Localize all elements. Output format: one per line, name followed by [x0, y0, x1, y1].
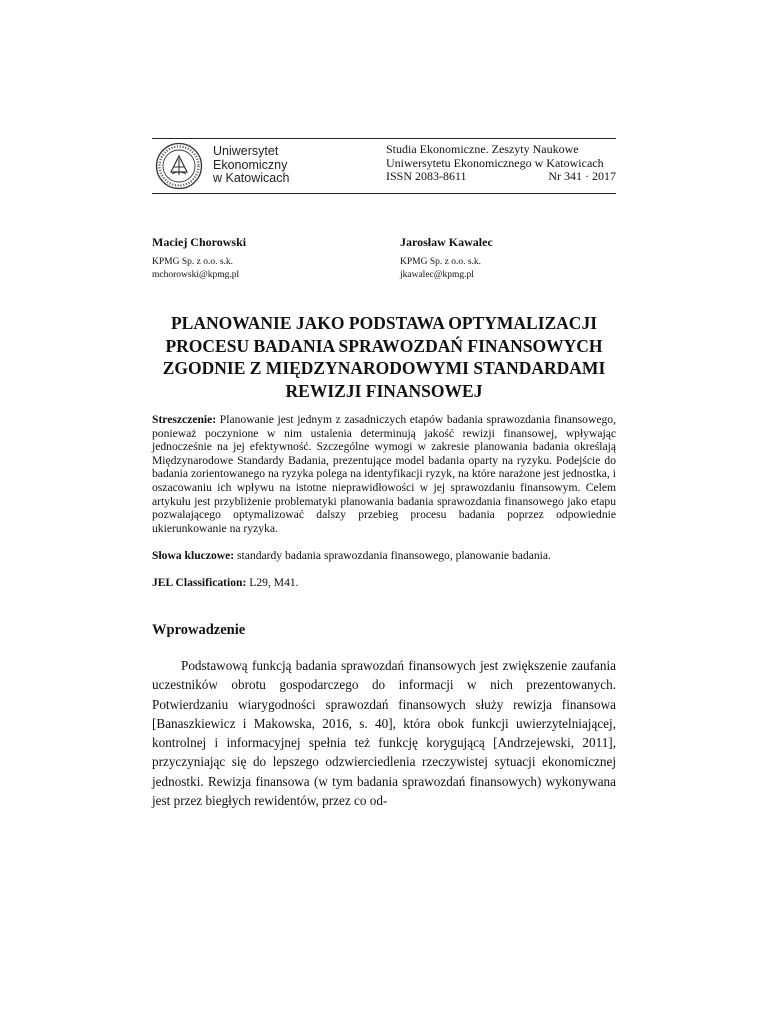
keywords-label: Słowa kluczowe:: [152, 549, 235, 562]
journal-issn: ISSN 2083-8611: [386, 169, 467, 183]
article-title-line: PROCESU BADANIA SPRAWOZDAŃ FINANSOWYCH: [165, 335, 603, 356]
university-name-line: w Katowicach: [213, 171, 290, 185]
abstract: [152, 413, 616, 535]
author-name: Maciej Chorowski: [152, 235, 247, 249]
author-block: [152, 235, 246, 282]
article-title-line: ZGODNIE Z MIĘDZYNARODOWYMI STANDARDAMI: [162, 358, 606, 378]
body-text: [152, 656, 616, 810]
author-affiliation: KPMG Sp. z o.o. s.k.: [400, 257, 482, 267]
author-name: Jarosław Kawalec: [400, 235, 493, 249]
jel-label: JEL Classification:: [152, 576, 247, 589]
abstract-text: Planowanie jest jednym z zasadniczych etapów badania sprawozdania finansowego, ponieważ poczynione w nim ustalenia determinują jakość rewizji finansowej, wpływając jednocześnie na jej efektywność. Szczególne wymogi w zakresie planowania badania określają Międzynarodowe Standardy Badania, prezentujące model badania oparty na ryzyku. Podejście do badania zorientowanego na ryzyka polega na identyfikacji ryzyk, na które narażone jest jednostka, i oszacowaniu ich wpływu na istotne nieprawidłowości w jej sprawozdaniu finansowym. Celem artykułu jest przybliżenie problematyki planowania badania sprawozdania finansowego jako etapu pozwalającego optymalizować dalszy przebieg procesu badania poprzez odpowiednie ukierunkowanie na ryzyka.: [152, 413, 616, 535]
journal-issue-number: Nr 341 · 2017: [548, 169, 616, 183]
author-email: mchorowski@kpmg.pl: [152, 270, 240, 280]
article-title-line: PLANOWANIE JAKO PODSTAWA OPTYMALIZACJI: [170, 313, 598, 333]
university-name-line: Ekonomiczny: [213, 157, 288, 172]
body-paragraph: Podstawową funkcją badania sprawozdań finansowych jest zwiększenie zaufania uczestników obrotu gospodarczego do informacji w nich prezentowanych. Potwierdzaniu wiarygodności sprawozdań finansowych służy rewizja finansowa [Banaszkiewicz i Makowska, 2016, s. 40], która obok funkcji uwierzytelniającej, kontrolnej i informacyjnej spełnia też funkcję korygującą [Andrzejewski, 2011], przyczyniając się do lepszego odzwierciedlenia rzeczywistej sytuacji ekonomicznej jednostki. Rewizja finansowa (w tym badania sprawozdań finansowych) wykonywana jest przez biegłych rewidentów, przez co od-: [152, 658, 616, 809]
jel-classification: [152, 576, 616, 590]
journal-title: Studia Ekonomiczne. Zeszyty Naukowe: [386, 142, 579, 156]
keywords: [152, 549, 616, 563]
university-name: [213, 145, 289, 186]
journal-publisher: Uniwersytetu Ekonomicznego w Katowicach: [386, 155, 604, 170]
university-name-line: Uniwersytet: [213, 144, 279, 158]
author-email: jkawalec@kpmg.pl: [400, 270, 474, 280]
article-title-line: REWIZJI FINANSOWEJ: [285, 380, 483, 401]
header-top-rule: [152, 138, 616, 139]
university-seal-icon: [152, 142, 208, 190]
header-bottom-rule: [152, 193, 616, 194]
journal-info: [386, 143, 616, 184]
article-title: [152, 312, 616, 402]
abstract-label: Streszczenie:: [152, 413, 217, 426]
journal-issue-row: [386, 170, 616, 184]
author-block: [400, 235, 493, 282]
section-heading: Wprowadzenie: [152, 622, 246, 638]
keywords-text: standardy badania sprawozdania finansowego, planowanie badania.: [237, 549, 551, 562]
author-affiliation: KPMG Sp. z o.o. s.k.: [152, 257, 234, 267]
jel-text: L29, M41.: [249, 576, 299, 589]
